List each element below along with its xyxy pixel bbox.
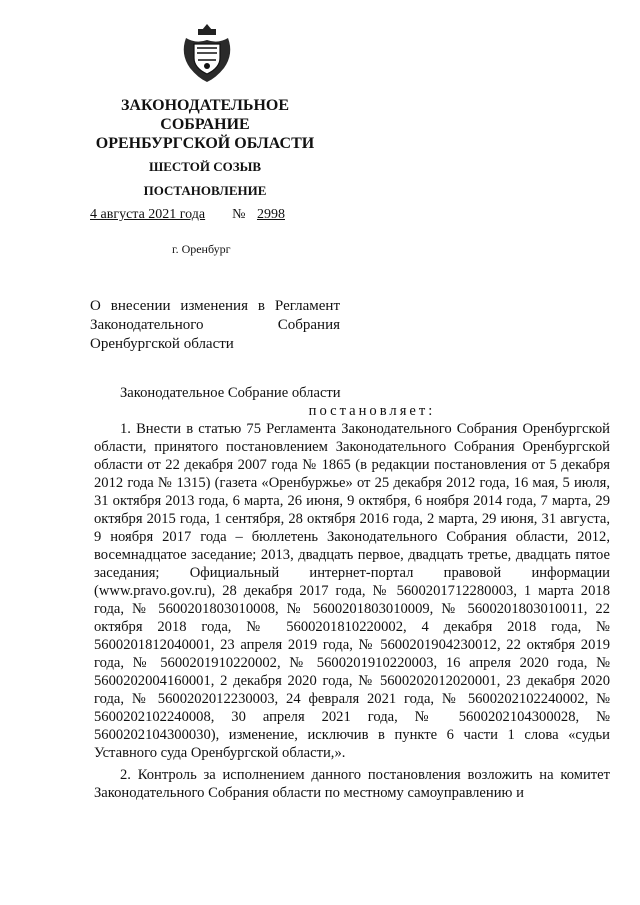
resolves-line: постановляет: bbox=[308, 403, 436, 419]
header-line1: ЗАКОНОДАТЕЛЬНОЕ bbox=[120, 97, 290, 114]
date-number-line bbox=[90, 207, 313, 223]
paragraph-2: 2. Контроль за исполнением данного постановления возложить на комитет Законодательного Собрания области по местному самоуправлению и bbox=[94, 767, 610, 801]
document-date: 4 августа 2021 года bbox=[90, 207, 206, 222]
document-type: ПОСТАНОВЛЕНИЕ bbox=[143, 183, 267, 198]
coat-of-arms-icon bbox=[178, 20, 236, 84]
header-block bbox=[80, 96, 330, 199]
number-sign: № bbox=[232, 207, 246, 222]
document-body bbox=[94, 384, 610, 802]
document-subject: О внесении изменения в Регламент Законодательного Собрания Оренбургской области bbox=[90, 298, 340, 352]
paragraph-1: 1. Внести в статью 75 Регламента Законодательного Собрания Оренбургской области, принятого постановлением Законодательного Собрания Оренбургской области от 22 декабря 2007 года № 1865 (в редакции постановления от 5 декабря 2012 года № 1315) (газета «Оренбуржье» от 25 декабря 2012 года, 16 мая, 5 июля, 31 октября 2013 года, 6 марта, 26 июня, 9 октября, 6 ноября 2014 года, 7 марта, 29 октября 2015 года, 1 сентября, 28 октября 2016 года, 2 марта, 29 июня, 31 августа, 9 ноября 2017 года – бюллетень Законодательного Собрания области, 2012, восемнадцатое заседание; 2013, двадцать первое, двадцать третье, двадцать пятое заседания; Официальный интернет-портал правовой информации (www.pravo.gov.ru), 28 декабря 2017 года, № 5600201712280003, 1 марта 2018 года, № 5600201803010008, № 5600201803010009, № 5600201803010011, 22 октября 2018 года, № 5600201810220002, 4 декабря 2018 года, № 5600201812040001, 23 апреля 2019 года, № 5600201904230012, 22 октября 2019 года, № 5600201910220002, № 5600201910220003, 16 апреля 2020 года, № 5600202004160001, 2 декабря 2020 года, № 5600202012020001, 23 декабря 2020 года, № 5600202012230003, 24 февраля 2021 года, № 5600202102240002, № 5600202102240008, 30 апреля 2021 года, № 5600202104300028, № 5600202104300030), изменение, исключив в пункте 6 части 1 слова «судьи Уставного суда Оренбургской области,». bbox=[94, 421, 610, 761]
header-line3: ОРЕНБУРГСКОЙ ОБЛАСТИ bbox=[95, 135, 315, 152]
intro-line: Законодательное Собрание области bbox=[120, 385, 341, 401]
document-number: 2998 bbox=[256, 207, 285, 222]
convocation: ШЕСТОЙ СОЗЫВ bbox=[148, 159, 262, 174]
header-line2: СОБРАНИЕ bbox=[160, 116, 250, 133]
city: г. Оренбург bbox=[172, 242, 231, 256]
